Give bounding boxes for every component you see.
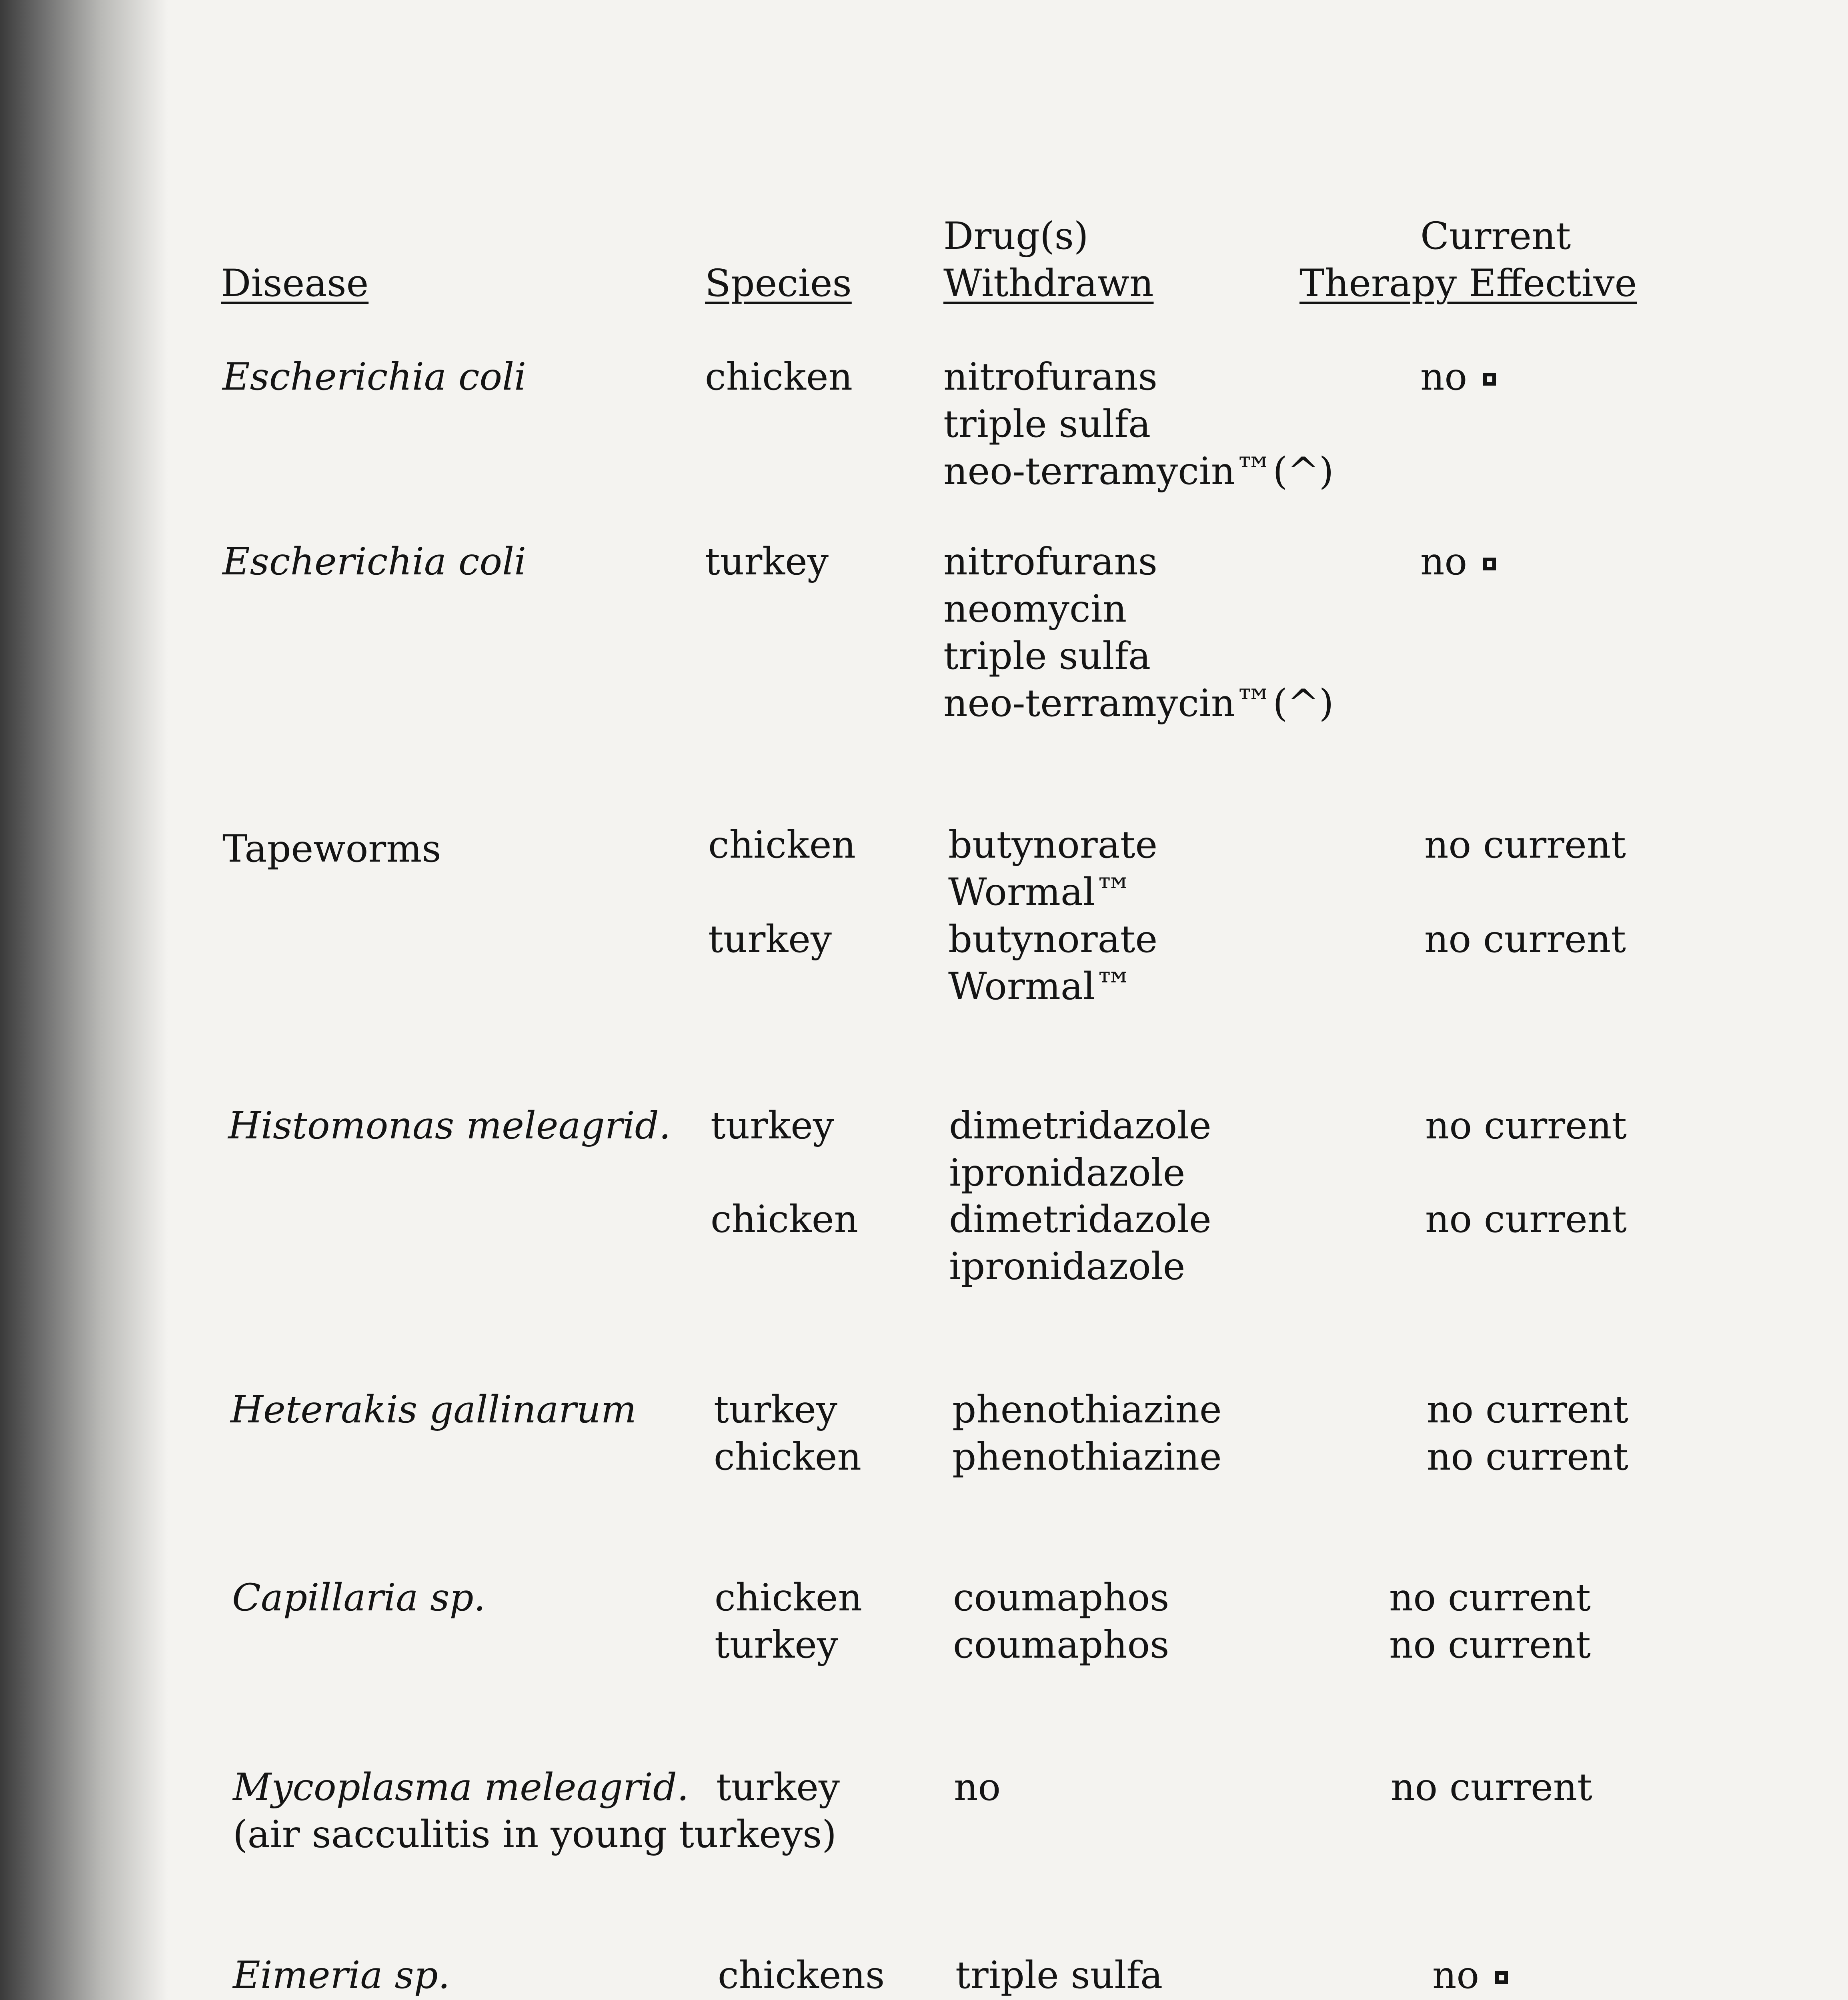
row-2-drug-3: triple sulfa bbox=[943, 634, 1151, 678]
row-2-drug-1: nitrofurans bbox=[943, 540, 1157, 584]
row-4-drug-4: ipronidazole bbox=[949, 1245, 1185, 1288]
row-3-therapy-1: no current bbox=[1424, 823, 1626, 867]
square-mark-icon bbox=[1495, 1971, 1508, 1984]
row-4-drug-3: dimetridazole bbox=[949, 1198, 1211, 1241]
row-5-species-1: turkey bbox=[714, 1388, 837, 1432]
row-6-therapy-1: no current bbox=[1389, 1576, 1591, 1620]
row-6-species-2: turkey bbox=[715, 1623, 838, 1667]
row-7-therapy-1: no current bbox=[1391, 1766, 1593, 1809]
row-8-disease: Eimeria sp. bbox=[233, 1954, 450, 1997]
row-8-species-1: chickens bbox=[718, 1954, 885, 1997]
header-disease: Disease bbox=[221, 262, 369, 305]
row-2-therapy: no bbox=[1420, 538, 1496, 586]
header-therapy-top: Current bbox=[1420, 214, 1571, 258]
row-4-species-2: chicken bbox=[711, 1198, 859, 1241]
row-7-disease-note: (air sacculitis in young turkeys) bbox=[233, 1813, 837, 1856]
row-7-species-1: turkey bbox=[716, 1766, 840, 1809]
row-5-disease: Heterakis gallinarum bbox=[230, 1388, 637, 1432]
row-8-therapy-1: no bbox=[1432, 1952, 1508, 1999]
row-5-therapy-1: no current bbox=[1427, 1388, 1629, 1432]
header-therapy-bottom: Therapy Effective bbox=[1299, 262, 1637, 305]
row-3-drug-1: butynorate bbox=[948, 823, 1158, 867]
row-2-disease: Escherichia coli bbox=[222, 540, 527, 584]
row-5-drug-1: phenothiazine bbox=[952, 1388, 1222, 1432]
row-6-drug-2: coumaphos bbox=[953, 1623, 1169, 1667]
row-6-therapy-2: no current bbox=[1389, 1623, 1591, 1667]
row-7-disease: Mycoplasma meleagrid. bbox=[233, 1766, 689, 1809]
row-2-drug-2: neomycin bbox=[943, 587, 1127, 631]
row-4-therapy-1: no current bbox=[1425, 1104, 1627, 1148]
row-1-species-1: chicken bbox=[705, 355, 853, 399]
row-1-drug-3: neo-terramycin™(^) bbox=[943, 450, 1334, 493]
row-6-species-1: chicken bbox=[715, 1576, 863, 1620]
row-3-therapy-2: no current bbox=[1424, 918, 1626, 961]
header-drug-bottom: Withdrawn bbox=[943, 262, 1154, 305]
row-5-species-2: chicken bbox=[714, 1435, 862, 1479]
header-species: Species bbox=[705, 262, 852, 305]
row-1-drug-1: nitrofurans bbox=[943, 355, 1157, 399]
row-4-therapy-2: no current bbox=[1425, 1198, 1627, 1241]
row-4-drug-1: dimetridazole bbox=[949, 1104, 1211, 1148]
row-3-drug-3: butynorate bbox=[948, 918, 1158, 961]
row-4-disease: Histomonas meleagrid. bbox=[228, 1104, 671, 1148]
row-2-species-1: turkey bbox=[705, 540, 829, 584]
row-5-drug-2: phenothiazine bbox=[952, 1435, 1222, 1479]
square-mark-icon bbox=[1483, 373, 1496, 386]
row-3-drug-2: Wormal™ bbox=[948, 870, 1133, 914]
row-4-drug-2: ipronidazole bbox=[949, 1151, 1185, 1195]
row-3-disease: Tapeworms bbox=[222, 827, 441, 871]
row-4-species-1: turkey bbox=[711, 1104, 834, 1148]
row-3-species-1: chicken bbox=[708, 823, 856, 867]
row-3-species-2: turkey bbox=[708, 918, 832, 961]
row-7-drug-1: no bbox=[954, 1766, 1001, 1809]
row-2-drug-4: neo-terramycin™(^) bbox=[943, 682, 1334, 725]
row-1-disease: Escherichia coli bbox=[222, 355, 527, 399]
square-mark-icon bbox=[1483, 558, 1496, 570]
row-3-drug-4: Wormal™ bbox=[948, 965, 1133, 1008]
row-6-drug-1: coumaphos bbox=[953, 1576, 1169, 1620]
header-drug-top: Drug(s) bbox=[943, 214, 1089, 258]
row-6-disease: Capillaria sp. bbox=[232, 1576, 486, 1620]
row-1-drug-2: triple sulfa bbox=[943, 402, 1151, 446]
row-1-therapy: no bbox=[1420, 354, 1496, 401]
row-5-therapy-2: no current bbox=[1427, 1435, 1629, 1479]
row-8-drug-1: triple sulfa bbox=[955, 1954, 1163, 1997]
